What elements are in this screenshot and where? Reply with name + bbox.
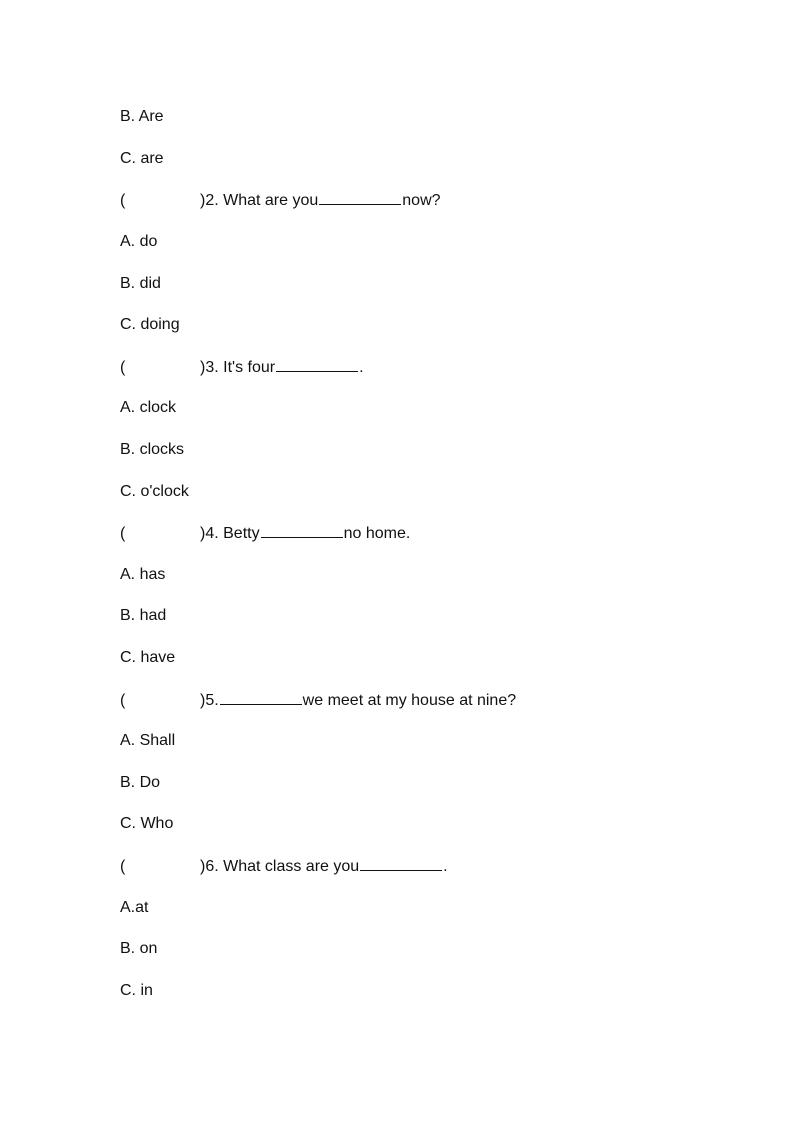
answer-blank: [319, 190, 401, 205]
option-line: C. o'clock: [120, 483, 189, 500]
option-line: A. Shall: [120, 732, 176, 749]
option-line: B. did: [120, 275, 161, 292]
option-line: C. have: [120, 649, 176, 666]
answer-blank: [360, 856, 442, 871]
answer-bracket: (: [120, 359, 126, 376]
question-text-end: now?: [402, 192, 441, 209]
question-4: [120, 523, 410, 543]
question-text: )4. Betty: [200, 525, 260, 542]
question-3: [120, 357, 364, 377]
question-text: )2. What are you: [200, 192, 319, 209]
answer-bracket: (: [120, 858, 126, 875]
question-text-end: .: [443, 858, 448, 875]
option-line: A. clock: [120, 399, 177, 416]
answer-bracket: (: [120, 192, 126, 209]
question-6: [120, 856, 448, 876]
answer-blank: [220, 690, 302, 705]
option-line: B. Do: [120, 774, 161, 791]
answer-bracket: (: [120, 692, 126, 709]
answer-blank: [276, 357, 358, 372]
question-2: [120, 190, 441, 210]
option-line: A. has: [120, 566, 166, 583]
option-line: A. do: [120, 233, 158, 250]
option-line: C. in: [120, 982, 153, 999]
question-text: )6. What class are you: [200, 858, 360, 875]
option-line: B. on: [120, 940, 158, 957]
question-text: )5.: [200, 692, 219, 709]
option-line: B. had: [120, 607, 167, 624]
question-5: [120, 690, 516, 710]
answer-bracket: (: [120, 525, 126, 542]
option-line: C. are: [120, 150, 164, 167]
question-text: )3. It's four: [200, 359, 276, 376]
option-line: A.at: [120, 899, 149, 916]
question-text-end: no home.: [343, 525, 411, 542]
option-line: C. doing: [120, 316, 180, 333]
option-line: B. clocks: [120, 441, 185, 458]
option-line: B. Are: [120, 108, 164, 125]
question-text-end: we meet at my house at nine?: [302, 692, 517, 709]
answer-blank: [261, 523, 343, 538]
question-text-end: .: [359, 359, 364, 376]
option-line: C. Who: [120, 815, 174, 832]
